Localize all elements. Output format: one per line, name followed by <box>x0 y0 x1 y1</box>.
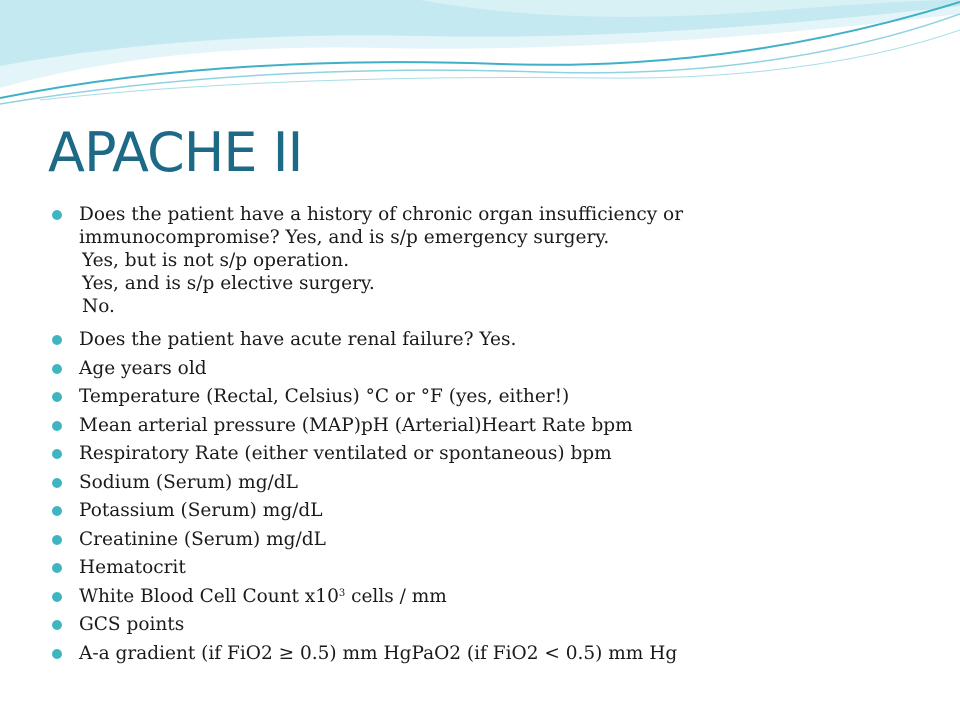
bullet-icon <box>52 392 62 402</box>
item-text: Potassium (Serum) mg/dL <box>79 500 323 521</box>
item-text-line: Does the patient have a history of chronic organ insufficiency or <box>79 204 684 225</box>
item-text: Temperature (Rectal, Celsius) °C or °F (yes, either!) <box>79 386 570 407</box>
bullet-icon <box>52 449 62 459</box>
item-text: GCS points <box>79 614 185 635</box>
bullet-icon <box>52 620 62 630</box>
bullet-icon <box>52 506 62 516</box>
wbc-text: White Blood Cell Count x10 <box>79 585 339 607</box>
list-item <box>52 203 942 318</box>
wbc-unit: cells / mm <box>345 585 447 607</box>
item-text: Creatinine (Serum) mg/dL <box>79 528 326 550</box>
bullet-list <box>52 203 942 670</box>
list-item <box>52 442 942 465</box>
wbc-exponent: 3 <box>338 587 346 599</box>
item-text: Respiratory Rate (either ventilated or spontaneous) bpm <box>79 443 612 464</box>
bullet-icon <box>52 592 62 602</box>
list-item <box>52 585 942 608</box>
bullet-icon <box>52 535 62 545</box>
item-text: Age years old <box>79 357 207 379</box>
list-item <box>52 556 942 579</box>
bullet-icon <box>52 364 62 374</box>
bullet-icon <box>52 478 62 488</box>
slide-title: APACHE II <box>48 121 303 184</box>
list-item <box>52 499 942 522</box>
list-item <box>52 471 942 494</box>
list-item <box>52 385 942 408</box>
item-option: No. <box>82 296 115 317</box>
item-text: Sodium (Serum) mg/dL <box>79 471 298 493</box>
item-option: Yes, but is not s/p operation. <box>82 250 350 271</box>
list-item <box>52 642 942 665</box>
item-text: Hematocrit <box>79 557 186 578</box>
bullet-icon <box>52 563 62 573</box>
list-item <box>52 328 942 351</box>
item-text: Does the patient have acute renal failure? Yes. <box>79 329 517 350</box>
list-item <box>52 414 942 437</box>
header-swoosh-decoration <box>0 0 960 110</box>
item-text: A-a gradient (if FiO2 ≥ 0.5) mm HgPaO2 (if FiO2 < 0.5) mm Hg <box>79 642 678 664</box>
bullet-icon <box>52 210 62 220</box>
bullet-icon <box>52 421 62 431</box>
item-option: Yes, and is s/p elective surgery. <box>82 273 375 294</box>
item-text-line: immunocompromise? Yes, and is s/p emergency surgery. <box>79 227 610 248</box>
bullet-icon <box>52 335 62 345</box>
bullet-icon <box>52 649 62 659</box>
item-text: Mean arterial pressure (MAP)pH (Arterial)Heart Rate bpm <box>79 414 633 436</box>
list-item <box>52 613 942 636</box>
list-item <box>52 357 942 380</box>
list-item <box>52 528 942 551</box>
